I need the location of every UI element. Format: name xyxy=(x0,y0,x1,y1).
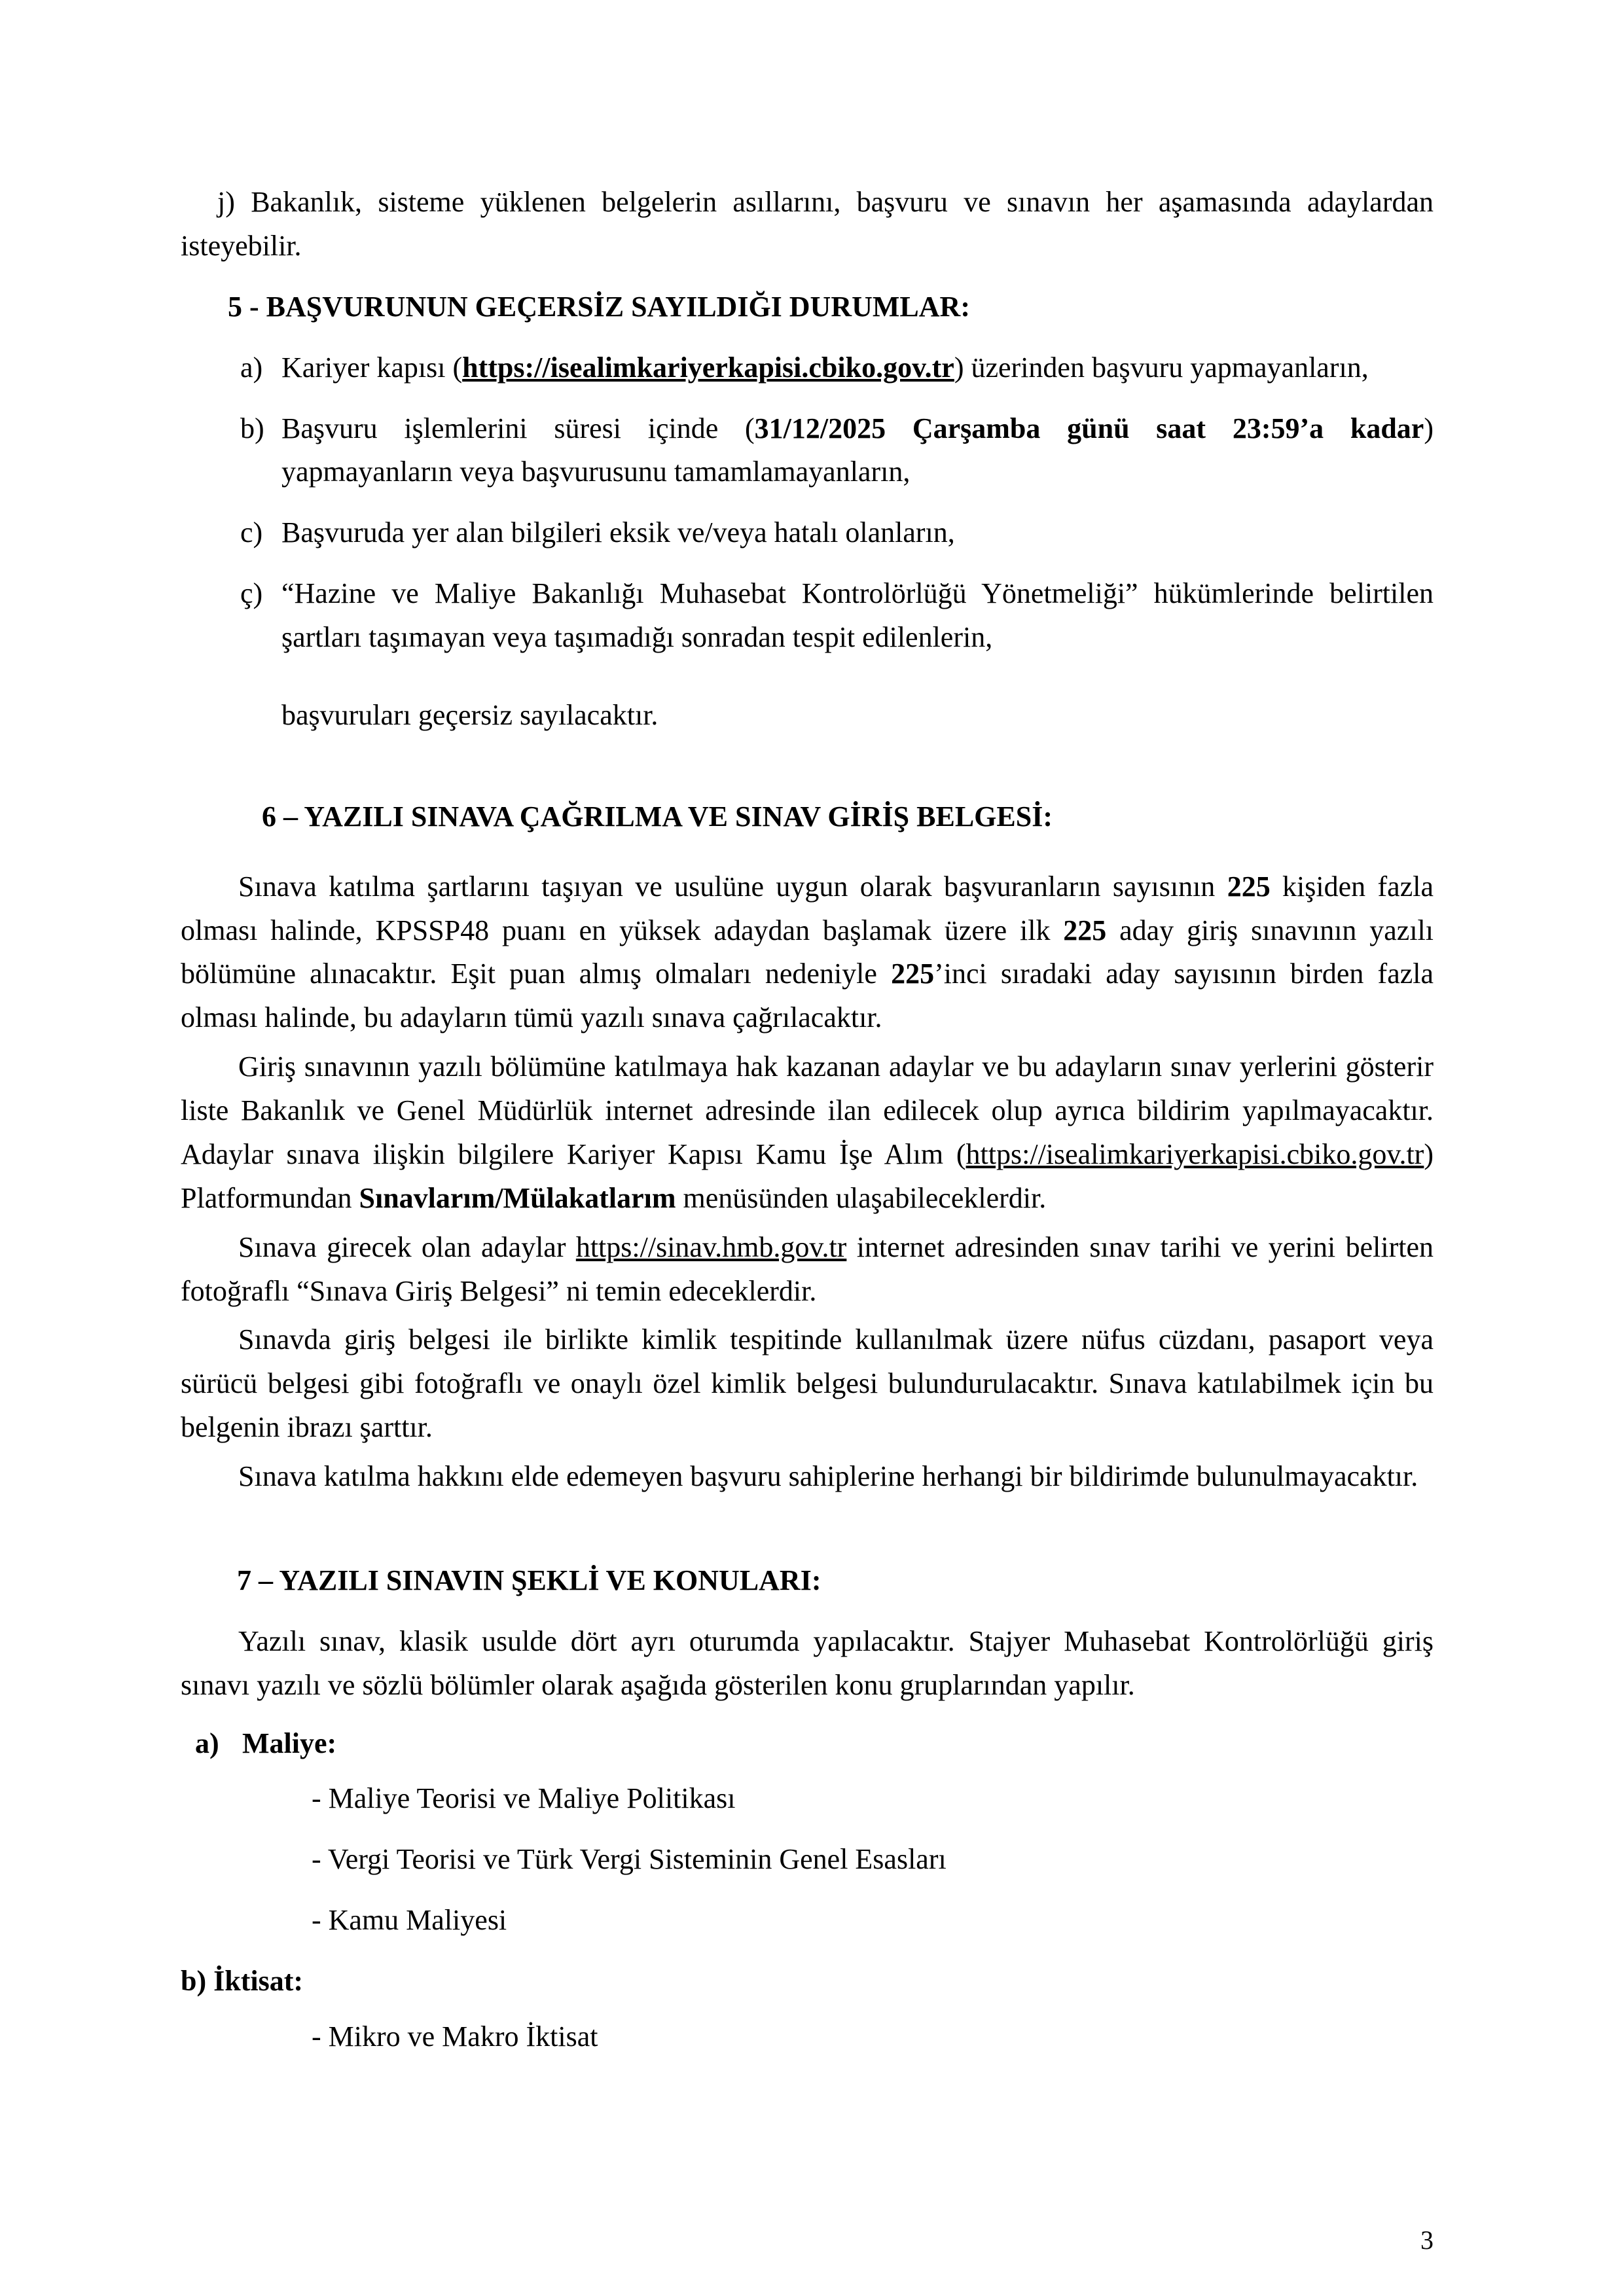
para-text: ’inci sıradaki aday sayısının birden fazla olması halinde, bu adayların tümü yazılı sınava çağrılacaktır. xyxy=(181,958,1434,1034)
sinavlarim-mulakatlarim-label: Sınavlarım/Mülakatlarım xyxy=(359,1181,676,1214)
list-item xyxy=(181,572,1434,660)
subject-group-heading xyxy=(181,1722,1434,1766)
list-item xyxy=(181,346,1434,390)
list-item-marker: c) xyxy=(240,516,263,549)
section-6-heading: 6 – YAZILI SINAVA ÇAĞRILMA VE SINAV GİRİŞ BELGESİ: xyxy=(262,800,1053,833)
para-text: ) Platformundan xyxy=(181,1138,1434,1214)
section-6-paragraph-2 xyxy=(181,1045,1434,1221)
section-6-paragraph-4: Sınavda giriş belgesi ile birlikte kimlik tespitinde kullanılmak üzere nüfus cüzdanı, pasaport veya sürücü belgesi gibi fotoğraflı ve onaylı özel kimlik belgesi bulundurulacaktır. Sınava katılabilmek için bu belgenin ibrazı şarttır. xyxy=(181,1323,1434,1444)
kariyer-kapisi-link[interactable]: https://isealimkariyerkapisi.cbiko.gov.tr xyxy=(462,351,954,384)
para-text: Giriş sınavının yazılı bölümüne katılmaya hak kazanan adaylar ve bu adayların sınav yerlerini gösterir liste Bakanlık ve Genel Müdürlük internet adresinde ilan edilecek olup ayrıca bildirim yapılmayacaktır. Adaylar sınava ilişkin bilgilere Kariyer Kapısı Kamu İşe Alım ( xyxy=(181,1050,1434,1170)
list-item-text-after: ) yapmayanların veya başvurusunu tamamlamayanların, xyxy=(281,412,1434,488)
section-5-list xyxy=(181,346,1434,660)
para-text: kişiden fazla olması halinde, KPSSP48 puanı en yüksek adaydan başlamak üzere ilk xyxy=(181,870,1434,946)
subject-group-heading xyxy=(181,1960,1434,2003)
subject-item: - Kamu Maliyesi xyxy=(312,1904,507,1937)
subject-group-marker: b) xyxy=(181,1965,207,1997)
section-6-paragraph-1 xyxy=(181,865,1434,1041)
list-item-text-before: Kariyer kapısı ( xyxy=(281,351,463,384)
page-content xyxy=(181,181,1434,2059)
para-text: Sınava girecek olan adaylar xyxy=(238,1230,576,1263)
subject-item: - Vergi Teorisi ve Türk Vergi Sisteminin Genel Esasları xyxy=(312,1843,947,1876)
quota-value: 225 xyxy=(1227,870,1271,903)
deadline-text: 31/12/2025 Çarşamba günü saat 23:59’a kadar xyxy=(754,412,1424,444)
list-item xyxy=(181,407,1434,495)
page-number: 3 xyxy=(1420,2225,1434,2255)
section-5-heading: 5 - BAŞVURUNUN GEÇERSİZ SAYILDIĞI DURUMLAR: xyxy=(228,290,970,323)
quota-value: 225 xyxy=(1063,914,1107,946)
subject-group-maliye xyxy=(181,1722,1434,1943)
para-text: menüsünden ulaşabileceklerdir. xyxy=(676,1181,1047,1214)
section-7-paragraph-1: Yazılı sınav, klasik usulde dört ayrı oturumda yapılacaktır. Stajyer Muhasebat Kontrolörlüğü giriş sınavı yazılı ve sözlü bölümler olarak aşağıda gösterilen konu gruplarından yapılır. xyxy=(181,1624,1434,1701)
para-text: internet adresinden sınav tarihi ve yerini belirten fotoğraflı “Sınava Giriş Belgesi” ni temin edeceklerdir. xyxy=(181,1230,1434,1307)
list-item-text-before: “Hazine ve Maliye Bakanlığı Muhasebat Kontrolörlüğü Yönetmeliği” hükümlerinde belirtilen şartları taşımayan veya taşımadığı sonradan tespit edilenlerin, xyxy=(281,577,1434,653)
intro-item-text: Bakanlık, sisteme yüklenen belgelerin asıllarını, başvuru ve sınavın her aşamasında adaylardan isteyebilir. xyxy=(181,186,1434,262)
kariyer-kapisi-link[interactable]: https://isealimkariyerkapisi.cbiko.gov.tr xyxy=(965,1138,1424,1170)
section-5-closing: başvuruları geçersiz sayılacaktır. xyxy=(281,698,659,731)
section-6-paragraph-3 xyxy=(181,1226,1434,1314)
subject-group-title: Maliye: xyxy=(242,1727,337,1759)
list-item-marker: a) xyxy=(240,351,263,384)
list-item-text-before: Başvuru işlemlerini süresi içinde ( xyxy=(281,412,755,444)
list-item-text-after: ) üzerinden başvuru yapmayanların, xyxy=(954,351,1369,384)
para-text: aday giriş sınavının yazılı bölümüne alınacaktır. Eşit puan almış olmaları nedeniyle xyxy=(181,914,1434,990)
subject-group-iktisat xyxy=(181,1960,1434,2059)
section-6-paragraph-5: Sınava katılma hakkını elde edemeyen başvuru sahiplerine herhangi bir bildirimde bulunulmayacaktır. xyxy=(238,1460,1418,1492)
subject-item: - Mikro ve Makro İktisat xyxy=(312,2020,598,2053)
para-text: Sınava katılma şartlarını taşıyan ve usulüne uygun olarak başvuranların sayısının xyxy=(238,870,1227,903)
subject-item-list xyxy=(181,2015,1434,2059)
list-item xyxy=(181,511,1434,555)
list-item-text-before: Başvuruda yer alan bilgileri eksik ve/veya hatalı olanların, xyxy=(281,516,955,549)
list-item-marker: b) xyxy=(240,412,264,444)
intro-item-marker: j) xyxy=(217,186,235,218)
subject-group-title: İktisat: xyxy=(213,1965,304,1997)
section-7-heading: 7 – YAZILI SINAVIN ŞEKLİ VE KONULARI: xyxy=(237,1564,821,1596)
intro-item-j xyxy=(181,181,1434,268)
subject-group-marker: a) xyxy=(195,1727,219,1759)
quota-value: 225 xyxy=(891,958,935,990)
sinav-hmb-link[interactable]: https://sinav.hmb.gov.tr xyxy=(575,1230,847,1263)
list-item-marker: ç) xyxy=(240,577,263,610)
subject-item: - Maliye Teorisi ve Maliye Politikası xyxy=(312,1782,736,1815)
subject-item-list xyxy=(181,1777,1434,1943)
